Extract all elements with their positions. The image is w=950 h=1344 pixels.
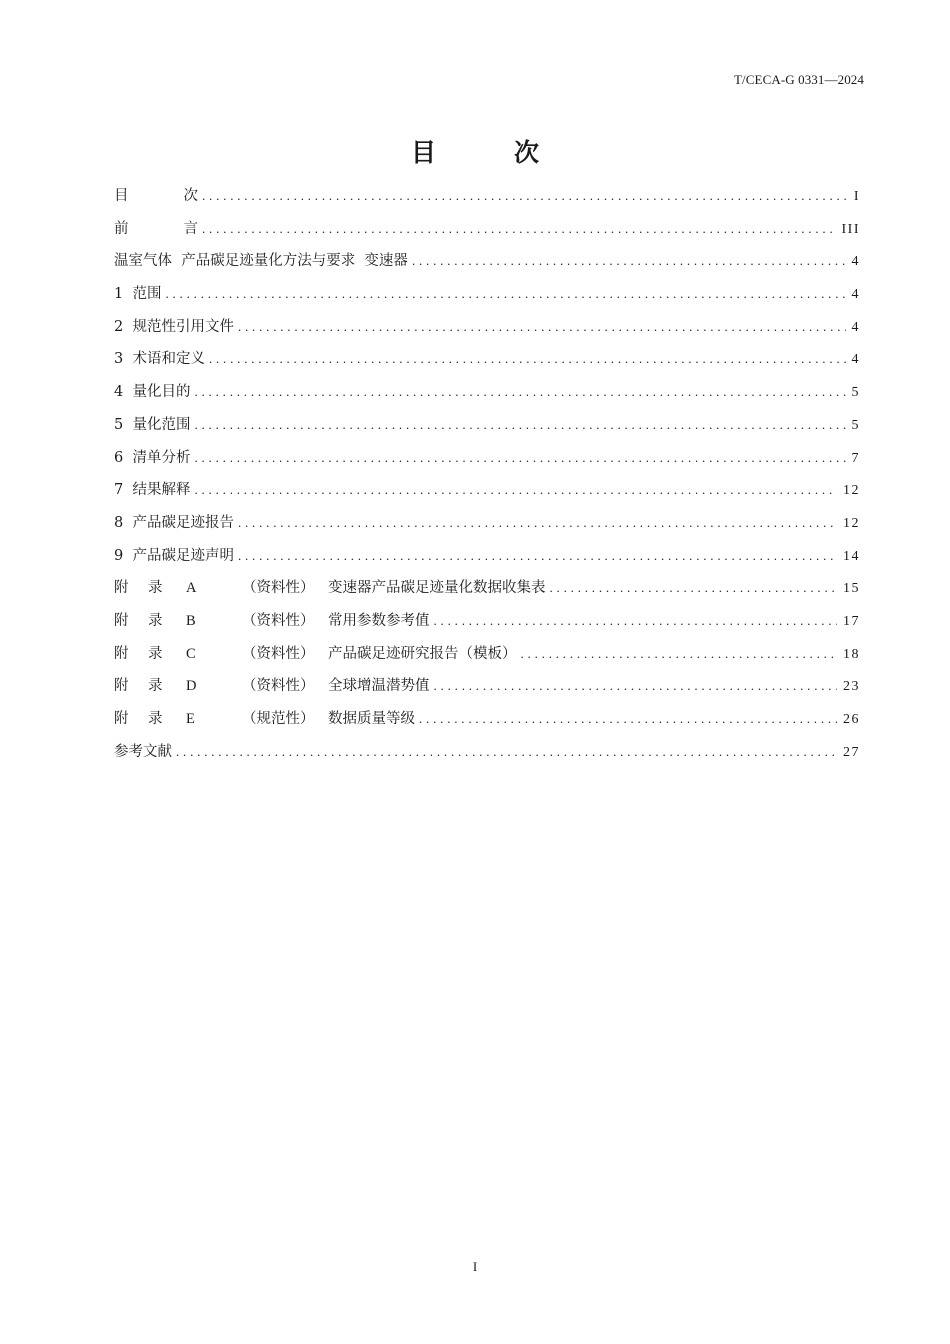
toc-entry-page: 27 [843,744,860,760]
title-char-2: 次 [514,138,540,167]
toc-entry-contents[interactable] [114,184,860,217]
toc-entry-label: 前 言 [114,220,199,237]
toc-leader-dots [176,744,837,760]
toc-entry-references[interactable] [114,740,860,773]
toc-entry-appendix-d[interactable] [114,674,860,707]
toc-entry-page: III [841,221,860,237]
toc-entry-label: 6 清单分析 [114,449,191,466]
toc-leader-dots [194,450,845,466]
toc-entry-label: 7 结果解释 [114,482,191,499]
toc-entry-page: 12 [843,515,860,531]
toc-entry-label: 3 术语和定义 [114,351,205,368]
toc-entry-label: 5 量化范围 [114,416,191,433]
toc-entry-page: 4 [851,287,860,303]
toc-entry-section-9[interactable] [114,544,860,577]
toc-entry-label: 附 录 B （资料性） 常用参数参考值 [114,612,430,629]
toc-entry-page: 26 [843,712,860,727]
toc-entry-appendix-b[interactable] [114,609,860,642]
toc-entry-page: 4 [851,254,860,270]
toc-entry-page: 5 [851,417,860,433]
toc-leader-dots [202,188,848,204]
toc-entry-section-8[interactable] [114,511,860,544]
toc-entry-section-3[interactable] [114,347,860,380]
toc-entry-section-6[interactable] [114,446,860,479]
toc-entry-label: 9 产品碳足迹声明 [114,547,234,564]
toc-leader-dots [194,482,837,498]
toc-entry-page: 12 [843,483,860,499]
toc-leader-dots [194,417,845,433]
toc-entry-section-5[interactable] [114,413,860,446]
toc-entry-section-2[interactable] [114,315,860,348]
toc-entry-label: 参考文献 [114,743,172,760]
toc-entry-label: 附 录 A （资料性） 变速器产品碳足迹量化数据收集表 [114,580,546,597]
toc-entry-page: 5 [851,385,860,401]
toc-leader-dots [419,711,837,727]
toc-entry-section-7[interactable] [114,478,860,511]
toc-entry-label: 附 录 D （资料性） 全球增温潜势值 [114,678,430,695]
title-char-1: 目 [410,138,436,167]
toc-entry-label: 2 规范性引用文件 [114,318,234,335]
toc-leader-dots [209,351,846,367]
toc-entry-page: I [853,189,860,204]
toc-leader-dots [434,678,838,694]
document-code: T/CECA-G 0331—2024 [734,72,864,87]
toc-entry-appendix-c[interactable] [114,642,860,675]
toc-leader-dots [165,286,845,302]
toc-entry-page: 18 [843,646,860,662]
toc-leader-dots [434,613,838,629]
toc-entry-section-1[interactable] [114,282,860,315]
toc-leader-dots [238,319,846,335]
toc-leader-dots [412,253,846,269]
toc-leader-dots [238,548,837,564]
toc-entry-page: 7 [851,450,860,466]
page-title [0,133,950,169]
toc-leader-dots [194,384,845,400]
toc-entry-appendix-a[interactable] [114,576,860,609]
toc-leader-dots [521,646,838,662]
toc-leader-dots [550,580,838,596]
toc-entry-page: 15 [843,581,860,597]
toc-entry-label: 目 次 [114,188,199,204]
toc-entry-page: 14 [843,548,860,564]
toc-entry-page: 23 [843,679,860,695]
toc-entry-label: 4 量化目的 [114,384,191,401]
toc-entry-label: 1 范围 [114,286,162,303]
toc-leader-dots [238,515,837,531]
toc-entry-appendix-e[interactable] [114,707,860,740]
toc-entry-label: 附 录 C （资料性） 产品碳足迹研究报告（模板） [114,645,517,662]
table-of-contents [114,184,860,772]
toc-entry-standard-title[interactable] [114,249,860,282]
toc-entry-foreword[interactable] [114,217,860,250]
toc-entry-label: 温室气体 产品碳足迹量化方法与要求 变速器 [114,253,408,270]
page-number: I [472,1259,478,1274]
toc-entry-page: 17 [843,613,860,629]
toc-entry-label: 附 录 E （规范性） 数据质量等级 [114,711,415,727]
toc-entry-page: 4 [851,319,860,335]
toc-entry-label: 8 产品碳足迹报告 [114,514,234,531]
toc-leader-dots [202,221,836,237]
toc-entry-page: 4 [851,352,860,368]
toc-entry-section-4[interactable] [114,380,860,413]
